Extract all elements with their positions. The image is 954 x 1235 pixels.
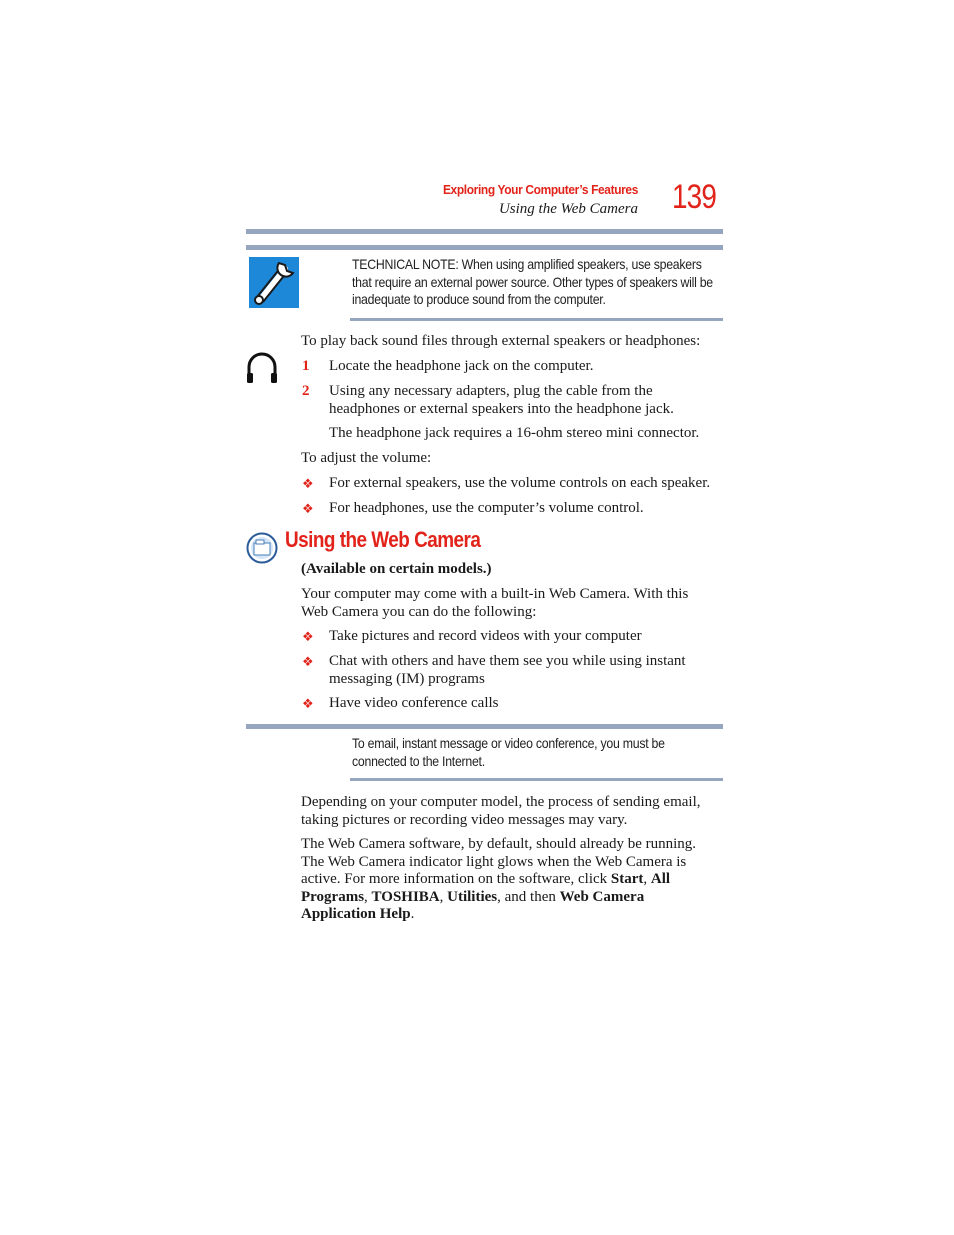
step-note: The headphone jack requires a 16-ohm stereo mini connector. (329, 425, 700, 441)
note-line: To email, instant message or video conference, you must be (352, 735, 665, 751)
paragraph-line (301, 889, 696, 907)
step-text: Locate the headphone jack on the computer. (329, 358, 594, 374)
paragraph-text: active. For more information on the software, click (301, 871, 611, 887)
separator: , (364, 888, 372, 905)
bullet-glyph: ❖ (302, 654, 314, 669)
note-line: connected to the Internet. (352, 752, 485, 769)
intro-line: Your computer may come with a built-in Web Camera. With this (301, 586, 689, 602)
paragraph-line (301, 871, 696, 889)
section-heading: Using the Web Camera (285, 527, 481, 552)
note-bottom-rule (350, 778, 723, 781)
wrench-icon (249, 257, 299, 308)
chapter-title: Exploring Your Computer’s Features (442, 182, 638, 197)
webcam-bullet: Take pictures and record videos with your computer (329, 628, 642, 644)
menu-path-web-camera: Web Camera (559, 888, 645, 905)
step-text (329, 383, 674, 418)
playback-intro: To play back sound files through external speakers or headphones: (301, 333, 701, 349)
separator: , (643, 871, 651, 887)
menu-path-programs: Programs (301, 888, 365, 905)
paragraph (301, 836, 696, 924)
tech-note-line: that require an external power source. Other types of speakers will be (352, 273, 713, 290)
bullet-glyph: ❖ (302, 696, 314, 711)
volume-intro: To adjust the volume: (301, 450, 432, 466)
internet-note (352, 735, 722, 770)
section-title: Using the Web Camera (498, 201, 638, 217)
tech-note-line: inadequate to produce sound from the computer. (352, 291, 606, 307)
volume-bullet: For external speakers, use the volume controls on each speaker. (329, 475, 711, 491)
bullet-glyph: ❖ (302, 476, 314, 491)
header-rule (246, 229, 723, 234)
paragraph-line: The Web Camera software, by default, should already be running. (301, 836, 697, 852)
headphones-icon (245, 349, 279, 385)
bullet-glyph: ❖ (302, 501, 314, 516)
paragraph-line: The Web Camera indicator light glows when the Web Camera is (301, 853, 687, 870)
menu-path-toshiba: TOSHIBA (371, 888, 440, 905)
separator: , and then (497, 888, 560, 905)
volume-bullet: For headphones, use the computer’s volume control. (329, 500, 644, 516)
webcam-intro (301, 586, 688, 621)
section-heading-icon (246, 532, 278, 564)
menu-path-start: Start (610, 871, 644, 887)
bullet-line: messaging (IM) programs (329, 670, 485, 687)
tech-note-top-rule (246, 245, 723, 250)
bullet-line: Chat with others and have them see you while using instant (329, 653, 686, 669)
availability-note: (Available on certain models.) (301, 561, 492, 577)
intro-line: Web Camera you can do the following: (301, 603, 537, 620)
step-number: 2 (302, 383, 310, 399)
step-line: headphones or external speakers into the headphone jack. (329, 400, 674, 417)
menu-path-all: All (650, 871, 671, 887)
page-number: 139 (672, 178, 717, 216)
separator: , (439, 888, 448, 905)
note-top-rule (246, 724, 723, 729)
paragraph-line: Depending on your computer model, the process of sending email, (301, 794, 701, 810)
webcam-bullet (329, 653, 686, 688)
separator: . (410, 906, 415, 922)
step-line: Using any necessary adapters, plug the cable from the (329, 383, 653, 399)
paragraph-line (301, 906, 696, 924)
menu-path-utilities: Utilities (447, 888, 498, 905)
paragraph-line: taking pictures or recording video messages may vary. (301, 811, 628, 828)
tech-note-line: TECHNICAL NOTE: When using amplified speakers, use speakers (352, 256, 702, 272)
bullet-glyph: ❖ (302, 629, 314, 644)
tech-note-bottom-rule (350, 318, 723, 321)
tech-note-text (352, 256, 722, 309)
paragraph (301, 794, 701, 829)
menu-path-app-help: Application Help (301, 906, 411, 922)
step-number: 1 (302, 358, 310, 374)
webcam-bullet: Have video conference calls (329, 695, 499, 711)
